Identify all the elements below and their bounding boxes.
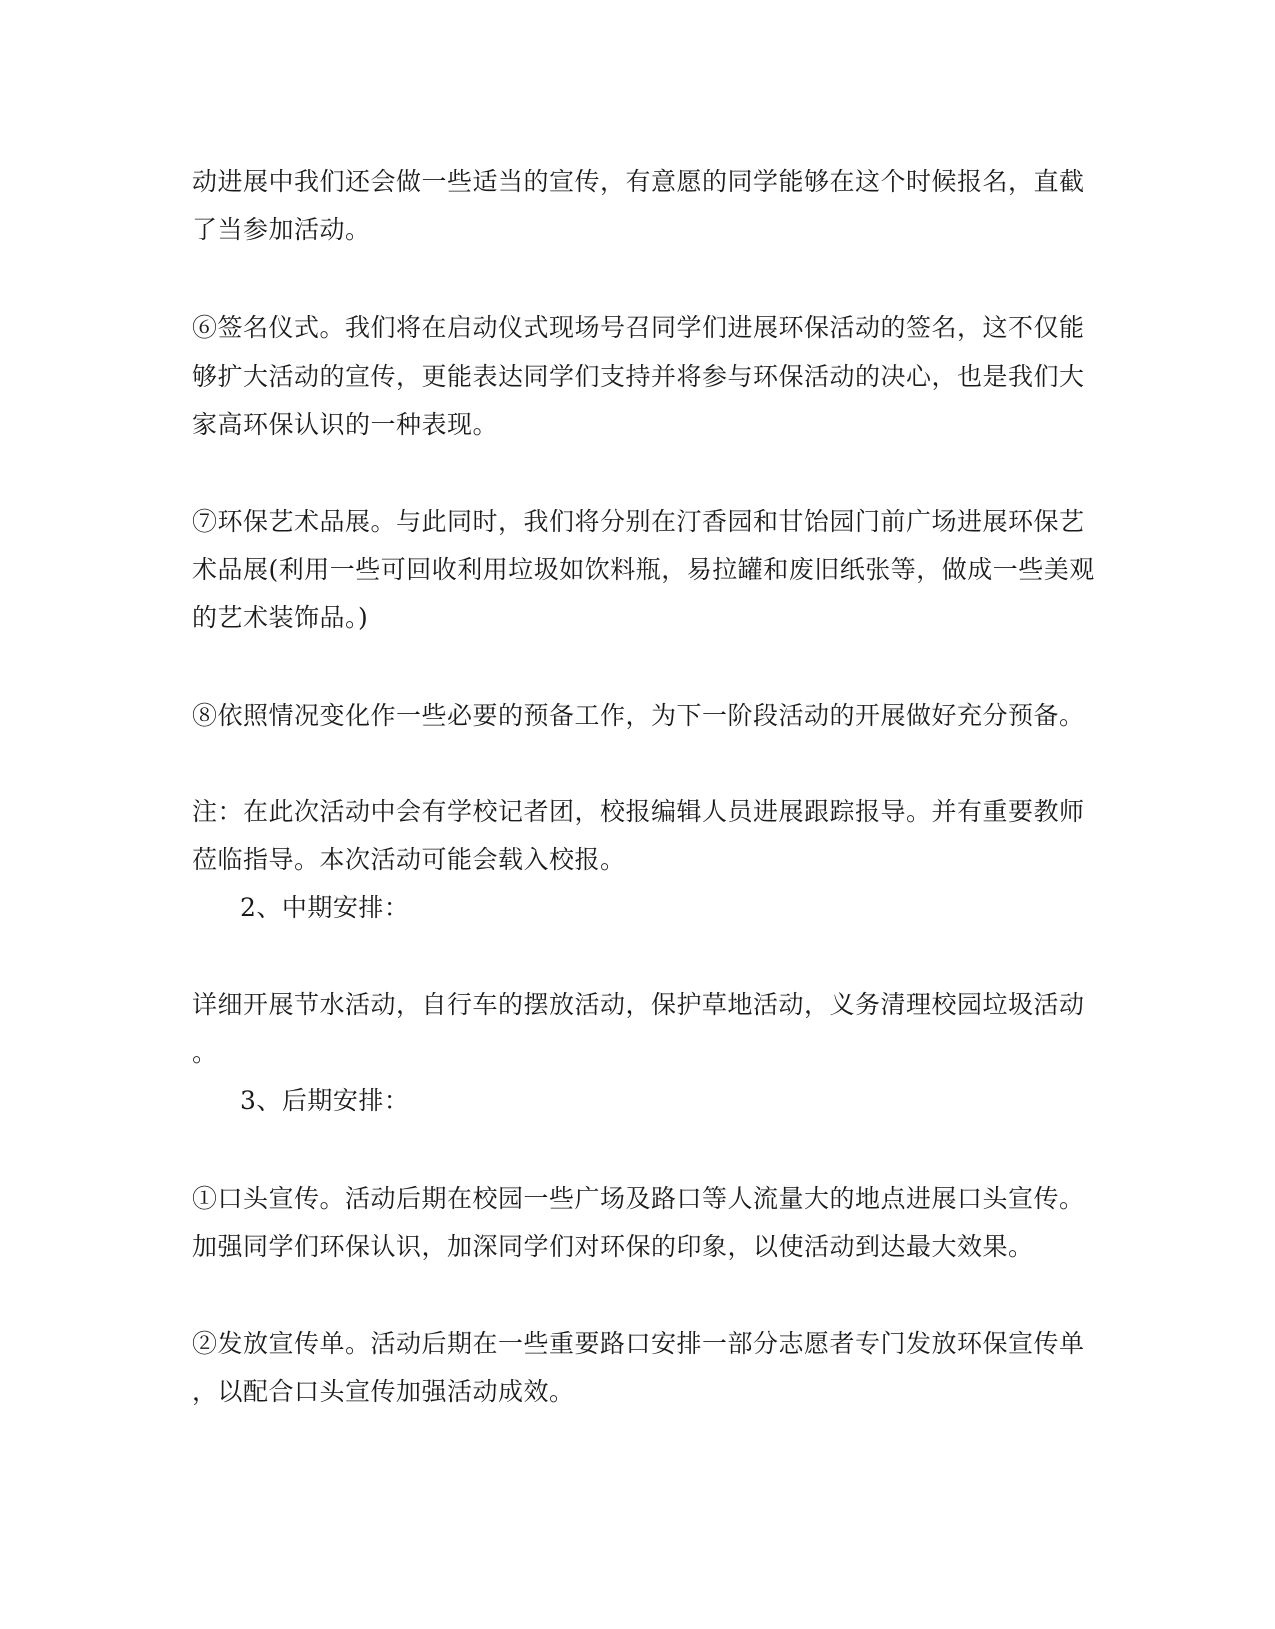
paragraph-line: ①口头宣传。活动后期在校园一些广场及路口等人流量大的地点进展口头宣传。 bbox=[192, 1184, 1085, 1213]
paragraph-line: 家高环保认识的一种表现。 bbox=[192, 410, 499, 439]
paragraph-line: ，以配合口头宣传加强活动成效。 bbox=[192, 1377, 575, 1406]
paragraph-line: ⑧依照情况变化作一些必要的预备工作，为下一阶段活动的开展做好充分预备。 bbox=[192, 701, 1085, 730]
paragraph-line: 。 bbox=[192, 1038, 218, 1067]
paragraph-line: 术品展(利用一些可回收利用垃圾如饮料瓶，易拉罐和废旧纸张等，做成一些美观 bbox=[192, 555, 1095, 584]
paragraph-line: 的艺术装饰品。) bbox=[192, 603, 369, 632]
paragraph-line: 详细开展节水活动，自行车的摆放活动，保护草地活动，义务清理校园垃圾活动 bbox=[192, 990, 1085, 1019]
section-heading: 2、中期安排： bbox=[240, 893, 410, 922]
note-line: 注：在此次活动中会有学校记者团，校报编辑人员进展跟踪报导。并有重要教师 bbox=[192, 797, 1085, 826]
paragraph-line: 加强同学们环保认识，加深同学们对环保的印象，以使活动到达最大效果。 bbox=[192, 1232, 1034, 1261]
paragraph-line: 动进展中我们还会做一些适当的宣传，有意愿的同学能够在这个时候报名，直截 bbox=[192, 167, 1085, 196]
note-line: 莅临指导。本次活动可能会载入校报。 bbox=[192, 845, 626, 874]
section-heading: 3、后期安排： bbox=[240, 1086, 410, 1115]
paragraph-line: ⑥签名仪式。我们将在启动仪式现场号召同学们进展环保活动的签名，这不仅能 bbox=[192, 313, 1085, 342]
paragraph-line: 了当参加活动。 bbox=[192, 215, 371, 244]
paragraph-line: ②发放宣传单。活动后期在一些重要路口安排一部分志愿者专门发放环保宣传单 bbox=[192, 1329, 1085, 1358]
paragraph-line: 够扩大活动的宣传，更能表达同学们支持并将参与环保活动的决心，也是我们大 bbox=[192, 362, 1085, 391]
paragraph-line: ⑦环保艺术品展。与此同时，我们将分别在汀香园和甘饴园门前广场进展环保艺 bbox=[192, 507, 1085, 536]
